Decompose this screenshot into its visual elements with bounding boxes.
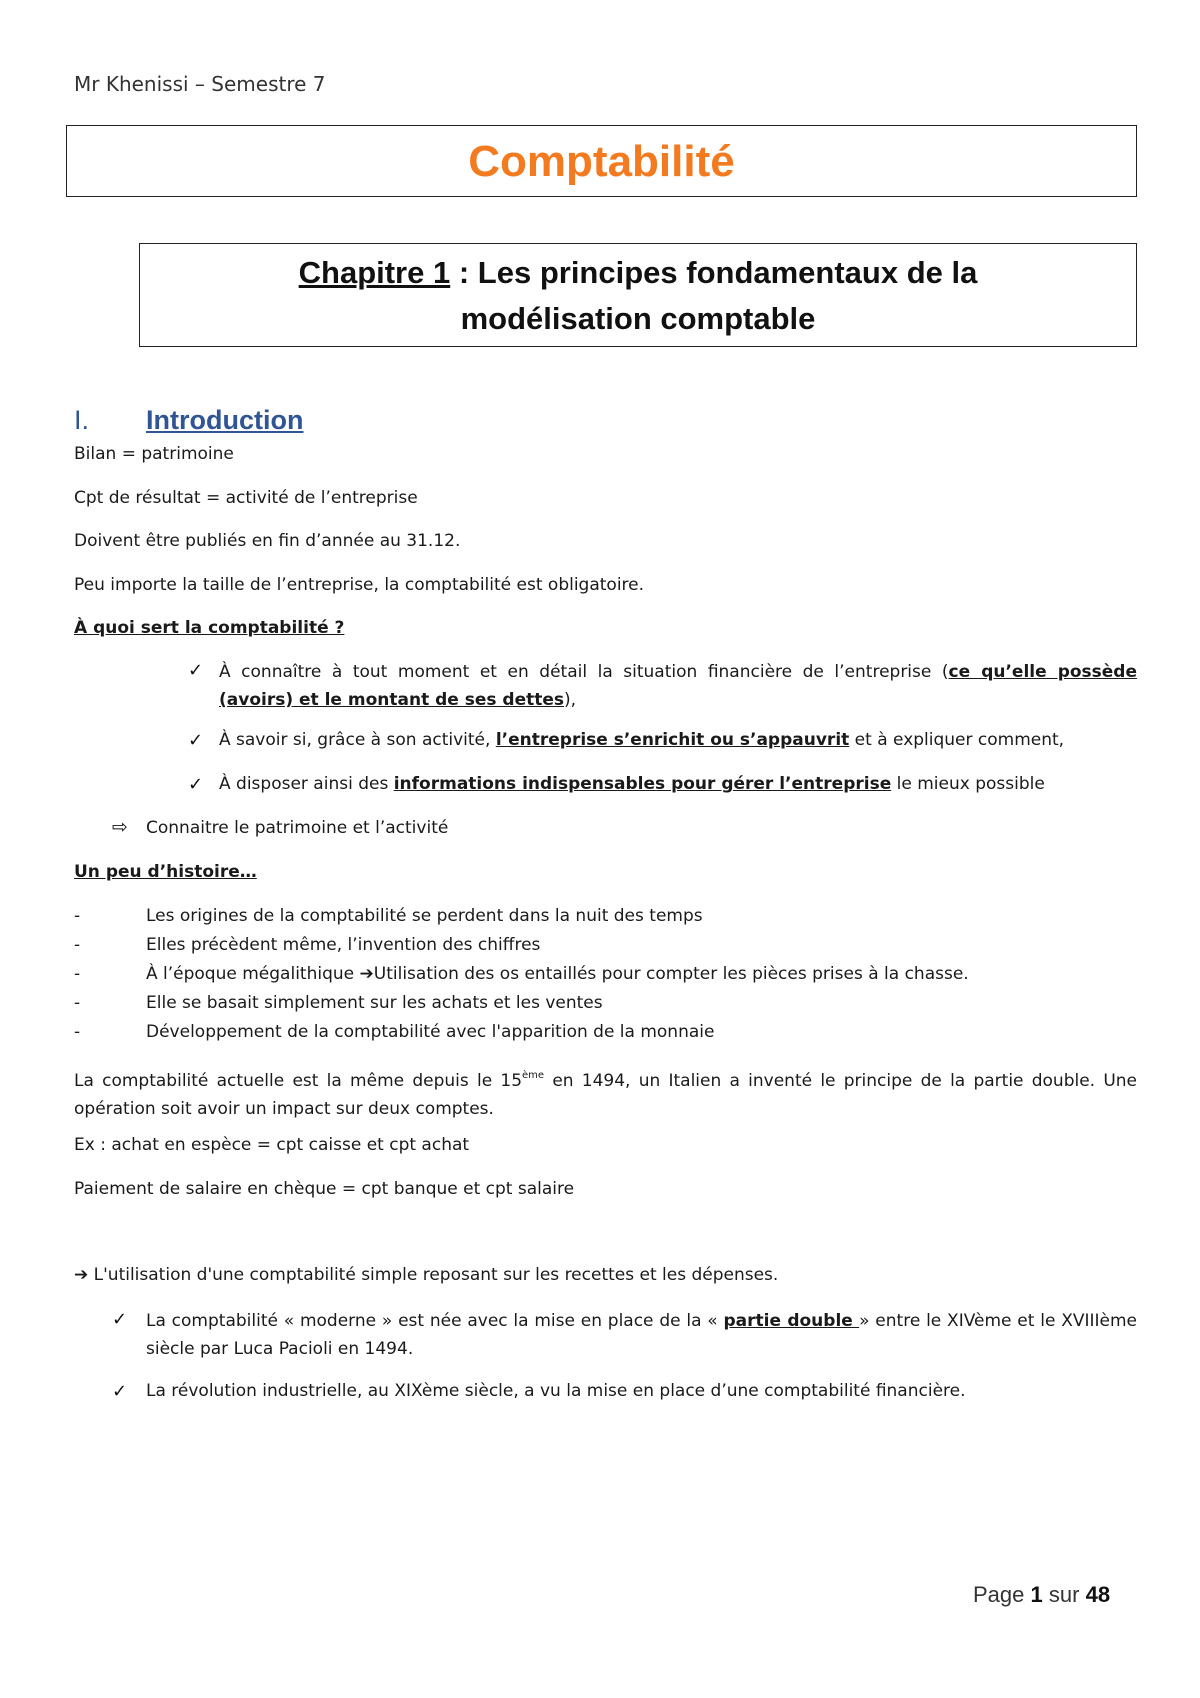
document-title: Comptabilité	[468, 137, 735, 186]
list-item-text: À connaître à tout moment et en détail la situation financière de l’entreprise (	[219, 662, 949, 682]
list-item	[146, 1307, 1137, 1363]
check-icon: ✓	[188, 774, 204, 795]
chapter-heading	[140, 250, 1136, 342]
footer-page-word: Page	[973, 1582, 1025, 1607]
list-item: La révolution industrielle, au XIXème siècle, a vu la mise en place d’une comptabilité financière.	[146, 1381, 966, 1401]
bold-arrow-icon: ➔	[74, 1265, 89, 1285]
list-item	[219, 774, 1045, 794]
chapter-label: Chapitre 1	[298, 255, 451, 290]
dash-bullet: -	[74, 935, 81, 955]
check-icon: ✓	[112, 1309, 128, 1330]
chapter-title-line1: : Les principes fondamentaux de la	[450, 255, 978, 290]
list-item	[219, 658, 1137, 714]
history-heading: Un peu d’histoire…	[74, 862, 257, 882]
section-title: Introduction	[146, 405, 304, 435]
paragraph-text: La comptabilité actuelle est la même depuis le 15	[74, 1071, 523, 1091]
list-item-emphasis: partie double	[723, 1311, 860, 1331]
check-icon: ✓	[188, 730, 204, 751]
intro-line: Cpt de résultat = activité de l’entreprise	[74, 488, 418, 508]
list-item-text: » entre le XIVème et le XVIIIème siècle par Luca Pacioli en 1494.	[146, 1311, 1137, 1359]
history-paragraph	[74, 1062, 1137, 1123]
list-item-text: ),	[564, 690, 577, 710]
hollow-arrow-icon: ⇨	[112, 816, 128, 838]
intro-line: Bilan = patrimoine	[74, 444, 234, 464]
title-box	[66, 125, 1137, 197]
list-item-text: le mieux possible	[891, 774, 1045, 794]
page-footer	[973, 1582, 1110, 1608]
footer-page-number: 1	[1030, 1582, 1043, 1607]
example-line: Ex : achat en espèce = cpt caisse et cpt achat	[74, 1135, 470, 1155]
list-item-emphasis: informations indispensables pour gérer l’entreprise	[393, 774, 892, 794]
intro-line: Doivent être publiés en fin d’année au 31.12.	[74, 531, 461, 551]
history-item	[146, 964, 969, 984]
dash-bullet: -	[74, 993, 81, 1013]
history-item-text: Utilisation des os entaillés pour compter les pièces prises à la chasse.	[373, 964, 969, 984]
paragraph-text: en 1494, un Italien a inventé le principe de la partie double. Une opération soit avoir un impact sur deux comptes.	[74, 1071, 1138, 1119]
check-icon: ✓	[112, 1381, 128, 1402]
list-item-text: et à expliquer comment,	[849, 730, 1065, 750]
footer-sur-word: sur	[1048, 1582, 1080, 1607]
footer-total-pages: 48	[1085, 1582, 1111, 1607]
question-heading: À quoi sert la comptabilité ?	[74, 618, 345, 638]
check-icon: ✓	[188, 660, 204, 681]
list-item-text: À savoir si, grâce à son activité,	[219, 730, 496, 750]
header-author: Mr Khenissi – Semestre 7	[74, 72, 326, 96]
history-item-text: À l’époque mégalithique	[146, 964, 360, 984]
history-item: Elle se basait simplement sur les achats et les ventes	[146, 993, 603, 1013]
chapter-title-line2: modélisation comptable	[460, 301, 816, 336]
bold-arrow-icon: ➔	[359, 964, 374, 984]
history-item: Les origines de la comptabilité se perdent dans la nuit des temps	[146, 906, 703, 926]
list-item-text: À disposer ainsi des	[219, 774, 394, 794]
list-item-text: La comptabilité « moderne » est née avec la mise en place de la «	[146, 1311, 724, 1331]
dash-bullet: -	[74, 906, 81, 926]
section-number: I.	[74, 405, 90, 435]
chapter-box	[139, 243, 1137, 347]
superscript: ème	[522, 1070, 545, 1081]
list-item-emphasis: ce qu’elle possède (avoirs) et le montant de ses dettes	[219, 662, 1138, 710]
list-item	[219, 730, 1064, 750]
arrow-item: Connaitre le patrimoine et l’activité	[146, 818, 449, 838]
conclusion-line	[74, 1265, 778, 1285]
history-item: Elles précèdent même, l’invention des chiffres	[146, 935, 541, 955]
dash-bullet: -	[74, 964, 81, 984]
conclusion-text: L'utilisation d'une comptabilité simple reposant sur les recettes et les dépenses.	[93, 1265, 779, 1285]
example-line: Paiement de salaire en chèque = cpt banque et cpt salaire	[74, 1179, 575, 1199]
dash-bullet: -	[74, 1022, 81, 1042]
history-item: Développement de la comptabilité avec l'apparition de la monnaie	[146, 1022, 715, 1042]
list-item-emphasis: l’entreprise s’enrichit ou s’appauvrit	[495, 730, 850, 750]
intro-line: Peu importe la taille de l’entreprise, la comptabilité est obligatoire.	[74, 575, 645, 595]
section-heading	[74, 405, 303, 436]
